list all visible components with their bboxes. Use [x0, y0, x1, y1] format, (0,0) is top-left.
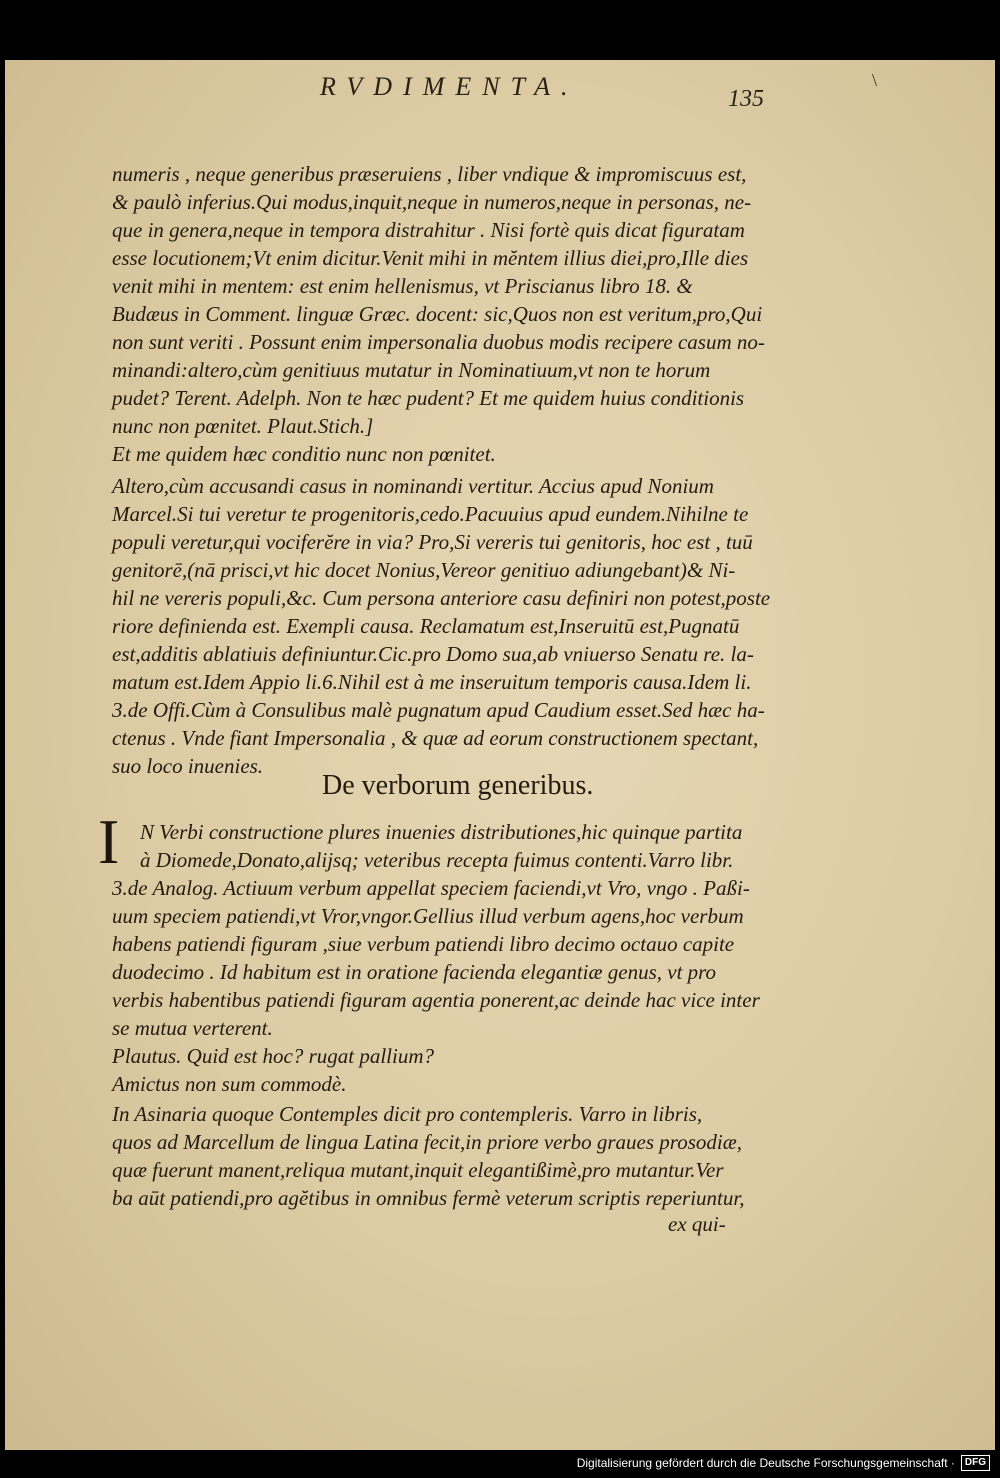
text-line: Plautus. Quid est hoc? rugat pallium? [112, 1044, 434, 1068]
text-line: Amictus non sum commodè. [112, 1072, 347, 1096]
running-header: RVDIMENTA. [320, 72, 579, 101]
text-line: quæ fuerunt manent,reliqua mutant,inquit elegantißimè,pro mutantur.Ver [112, 1158, 724, 1182]
text-line: quos ad Marcellum de lingua Latina fecit,in priore verbo graues prosodiæ, [112, 1130, 742, 1154]
text-line: Altero,cùm accusandi casus in nominandi vertitur. Accius apud Nonium [112, 474, 714, 498]
text-line: se mutua verterent. [112, 1016, 273, 1040]
text-line: genitorē,(nā prisci,vt hic docet Nonius,Vereor genitiuo adiungebant)& Ni- [112, 558, 736, 582]
text-line: & paulò inferius.Qui modus,inquit,neque in numeros,neque in personas, ne- [112, 190, 752, 214]
footer [577, 1452, 990, 1474]
catchword: ex qui- [668, 1212, 726, 1236]
text-line: N Verbi constructione plures inuenies distributiones,hic quinque partita [140, 820, 743, 844]
page-mark: \ [872, 70, 878, 90]
text-line: uum speciem patiendi,vt Vror,vngor.Gellius illud verbum agens,hoc verbum [112, 904, 744, 928]
text-line: verbis habentibus patiendi figuram agentia ponerent,ac deinde hac vice inter [112, 988, 760, 1012]
text-line: matum est.Idem Appio li.6.Nihil est à me inseruitum temporis causa.Idem li. [112, 670, 752, 694]
text-line: populi veretur,qui vociferĕre in via? Pro,Si vereris tui genitoris, hoc est , tuū [112, 530, 753, 554]
text-line: venit mihi in mentem: est enim hellenismus, vt Priscianus libro 18. & [112, 274, 693, 298]
text-line: que in genera,neque in tempora distrahitur . Nisi fortè quis dicat figuratam [112, 218, 745, 242]
text-line: minandi:altero,cùm genitiuus mutatur in Nominatiuum,vt non te horum [112, 358, 711, 382]
text-line: numeris , neque generibus præseruiens , liber vndique & impromiscuus est, [112, 162, 747, 186]
text-line: pudet? Terent. Adelph. Non te hæc pudent? Et me quidem huius conditionis [112, 386, 745, 410]
text-line: 3.de Offi.Cùm à Consulibus malè pugnatum apud Caudium esset.Sed hæc ha- [112, 698, 765, 722]
text-line: à Diomede,Donato,alijsq; veteribus recepta fuimus contenti.Varro libr. [140, 848, 734, 872]
text-line: ba aūt patiendi,pro agĕtibus in omnibus fermè veterum scriptis reperiuntur, [112, 1186, 745, 1210]
text-line: non sunt veriti . Possunt enim impersonalia duobus modis recipere casum no- [112, 330, 765, 354]
text-line: suo loco inuenies. [112, 754, 264, 778]
text-line: est,additis ablatiuis definiuntur.Cic.pro Domo sua,ab vniuerso Senatu re. la- [112, 642, 754, 666]
text-line: riore definienda est. Exempli causa. Reclamatum est,Inseruitū est,Pugnatū [112, 614, 740, 638]
dfg-logo-icon[interactable]: DFG [961, 1455, 990, 1471]
text-line: hil ne vereris populi,&c. Cum persona anteriore casu definiri non potest,poste [112, 586, 771, 610]
text-line: Budæus in Comment. linguæ Græc. docent: sic,Quos non est veritum,pro,Qui [112, 302, 763, 326]
text-line: In Asinaria quoque Contemples dicit pro contempleris. Varro in libris, [112, 1102, 703, 1126]
page-number: 135 [728, 86, 764, 112]
section-heading: De verborum generibus. [322, 770, 594, 801]
text-line: nunc non pœnitet. Plaut.Stich.] [112, 414, 374, 438]
text-line: habens patiendi figuram ,siue verbum patiendi libro decimo octauo capite [112, 932, 735, 956]
drop-initial: I [98, 806, 120, 877]
text-line: 3.de Analog. Actiuum verbum appellat speciem faciendi,vt Vro, vngo . Paßi- [112, 876, 750, 900]
text-line: Et me quidem hæc conditio nunc non pœnitet. [112, 442, 496, 466]
text-line: esse locutionem;Vt enim dicitur.Venit mihi in mĕntem illius diei,pro,Ille dies [112, 246, 749, 270]
text-line: ctenus . Vnde fiant Impersonalia , & quæ ad eorum constructionem spectant, [112, 726, 759, 750]
footer-credit: Digitalisierung gefördert durch die Deutsche Forschungsgemeinschaft · [576, 1456, 955, 1470]
text-line: duodecimo . Id habitum est in oratione facienda elegantiæ genus, vt pro [112, 960, 717, 984]
text-line: Marcel.Si tui veretur te progenitoris,cedo.Pacuuius apud eundem.Nihilne te [112, 502, 749, 526]
